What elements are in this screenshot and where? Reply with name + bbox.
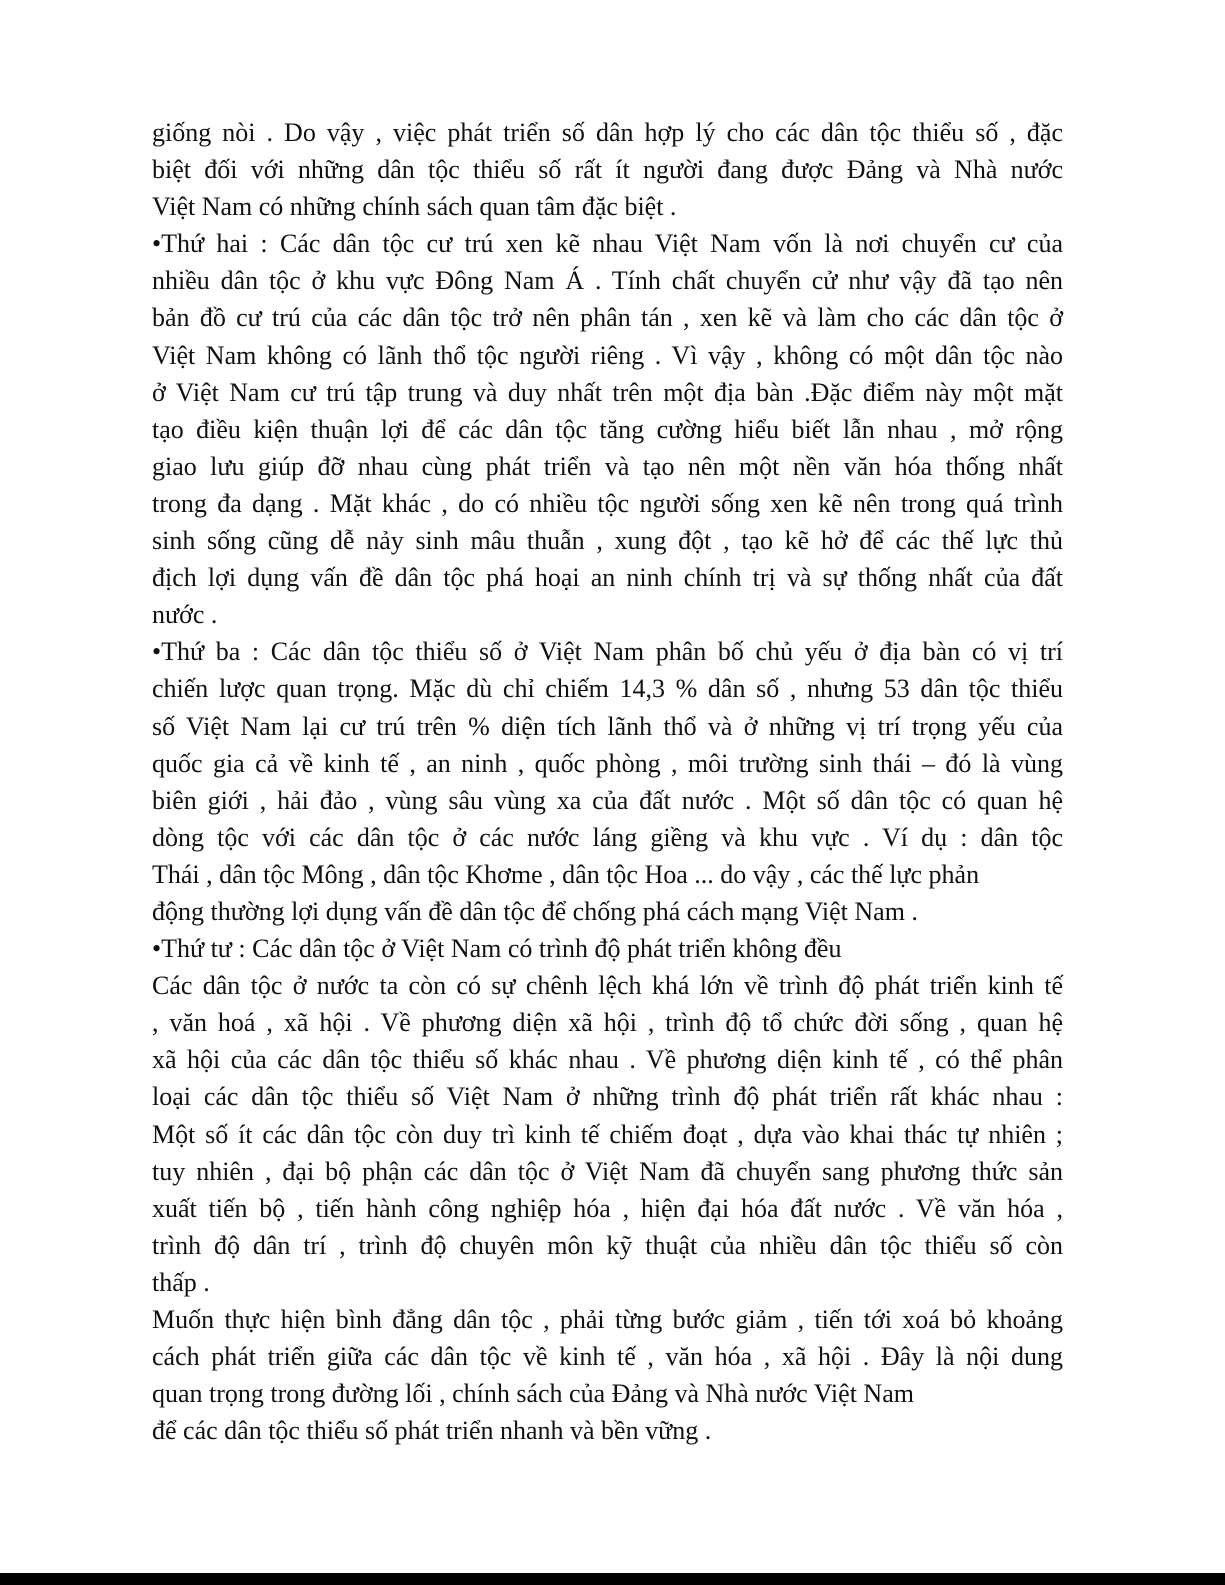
text-line: xã hội của các dân tộc thiểu số khác nhau . Về phương diện kinh tế , có thể phân <box>152 1045 1063 1075</box>
text-line: nước . <box>152 600 218 630</box>
text-line: ở Việt Nam cư trú tập trung và duy nhất trên một địa bàn .Đặc điểm này một mặt <box>152 377 1063 407</box>
text-line: giống nòi . Do vậy , việc phát triển số dân hợp lý cho các dân tộc thiểu số , đặc <box>152 118 1063 147</box>
text-line: •Thứ tư : Các dân tộc ở Việt Nam có trình độ phát triển không đều <box>152 934 842 964</box>
text-line: Việt Nam không có lãnh thổ tộc người riêng . Vì vậy , không có một dân tộc nào <box>152 340 1063 370</box>
text-line: số Việt Nam lại cư trú trên % diện tích lãnh thổ và ở những vị trí trọng yếu của <box>152 711 1063 741</box>
text-line: quốc gia cả về kinh tế , an ninh , quốc phòng , môi trường sinh thái – đó là vùng <box>152 748 1063 778</box>
text-line: địch lợi dụng vấn đề dân tộc phá hoại an ninh chính trị và sự thống nhất của đất <box>152 563 1063 593</box>
paragraph-development-gap <box>152 967 1063 1301</box>
text-line: Việt Nam có những chính sách quan tâm đặc biệt . <box>152 192 677 222</box>
text-line: Một số ít các dân tộc còn duy trì kinh tế chiếm đoạt , dựa vào khai thác tự nhiên ; <box>152 1119 1063 1149</box>
text-line: Muốn thực hiện bình đẳng dân tộc , phải từng bước giảm , tiến tới xoá bỏ khoảng <box>152 1305 1063 1334</box>
text-line: , văn hoá , xã hội . Về phương diện xã hội , trình độ tổ chức đời sống , quan hệ <box>152 1008 1063 1038</box>
text-line: •Thứ ba : Các dân tộc thiểu số ở Việt Nam phân bố chủ yếu ở địa bàn có vị trí <box>152 637 1063 667</box>
document-body <box>152 114 1063 1449</box>
text-line: cách phát triển giữa các dân tộc về kinh tế , văn hóa , xã hội . Đây là nội dung <box>152 1342 1063 1372</box>
text-line: biên giới , hải đảo , vùng sâu vùng xa của đất nước . Một số dân tộc có quan hệ <box>152 785 1063 815</box>
text-line: sinh sống cũng dễ nảy sinh mâu thuẫn , xung đột , tạo kẽ hở để các thế lực thủ <box>152 526 1063 556</box>
text-line: chiến lược quan trọng. Mặc dù chỉ chiếm 14,3 % dân số , nhưng 53 dân tộc thiểu <box>152 674 1063 704</box>
text-line: quan trọng trong đường lối , chính sách của Đảng và Nhà nước Việt Nam <box>152 1379 914 1409</box>
text-line: trong đa dạng . Mặt khác , do có nhiều tộc người sống xen kẽ nên trong quá trình <box>152 488 1063 518</box>
page-bottom-border <box>0 1573 1225 1585</box>
text-line: thấp . <box>152 1267 210 1297</box>
text-line: loại các dân tộc thiểu số Việt Nam ở những trình độ phát triển rất khác nhau : <box>152 1082 1063 1112</box>
text-line: tuy nhiên , đại bộ phận các dân tộc ở Việt Nam đã chuyển sang phương thức sản <box>152 1156 1063 1186</box>
text-line: bản đồ cư trú của các dân tộc trở nên phân tán , xen kẽ và làm cho các dân tộc ở <box>152 303 1063 333</box>
text-line: biệt đối với những dân tộc thiểu số rất ít người đang được Đảng và Nhà nước <box>152 155 1063 185</box>
paragraph-continuation <box>152 114 1063 225</box>
text-line: tạo điều kiện thuận lợi để các dân tộc tăng cường hiểu biết lẫn nhau , mở rộng <box>152 414 1063 444</box>
text-line: giao lưu giúp đỡ nhau cùng phát triển và tạo nên một nền văn hóa thống nhất <box>152 451 1063 481</box>
paragraph-third-point <box>152 633 1063 930</box>
text-line: trình độ dân trí , trình độ chuyên môn kỹ thuật của nhiều dân tộc thiểu số còn <box>152 1230 1063 1260</box>
text-line: •Thứ hai : Các dân tộc cư trú xen kẽ nhau Việt Nam vốn là nơi chuyển cư của <box>152 229 1063 259</box>
text-line: Thái , dân tộc Mông , dân tộc Khơme , dân tộc Hoa ... do vậy , các thế lực phản <box>152 859 980 889</box>
text-line: nhiều dân tộc ở khu vực Đông Nam Á . Tính chất chuyển cử như vậy đã tạo nên <box>152 266 1063 296</box>
text-line: động thường lợi dụng vấn đề dân tộc để chống phá cách mạng Việt Nam . <box>152 896 918 926</box>
paragraph-fourth-point-heading <box>152 930 1063 967</box>
text-line: Các dân tộc ở nước ta còn có sự chênh lệch khá lớn về trình độ phát triển kinh tế <box>152 971 1063 1001</box>
paragraph-second-point <box>152 225 1063 633</box>
text-line: dòng tộc với các dân tộc ở các nước láng giềng và khu vực . Ví dụ : dân tộc <box>152 822 1063 852</box>
text-line: để các dân tộc thiểu số phát triển nhanh và bền vững . <box>152 1416 712 1446</box>
text-line: xuất tiến bộ , tiến hành công nghiệp hóa , hiện đại hóa đất nước . Về văn hóa , <box>152 1193 1063 1223</box>
paragraph-equality-conclusion <box>152 1301 1063 1449</box>
